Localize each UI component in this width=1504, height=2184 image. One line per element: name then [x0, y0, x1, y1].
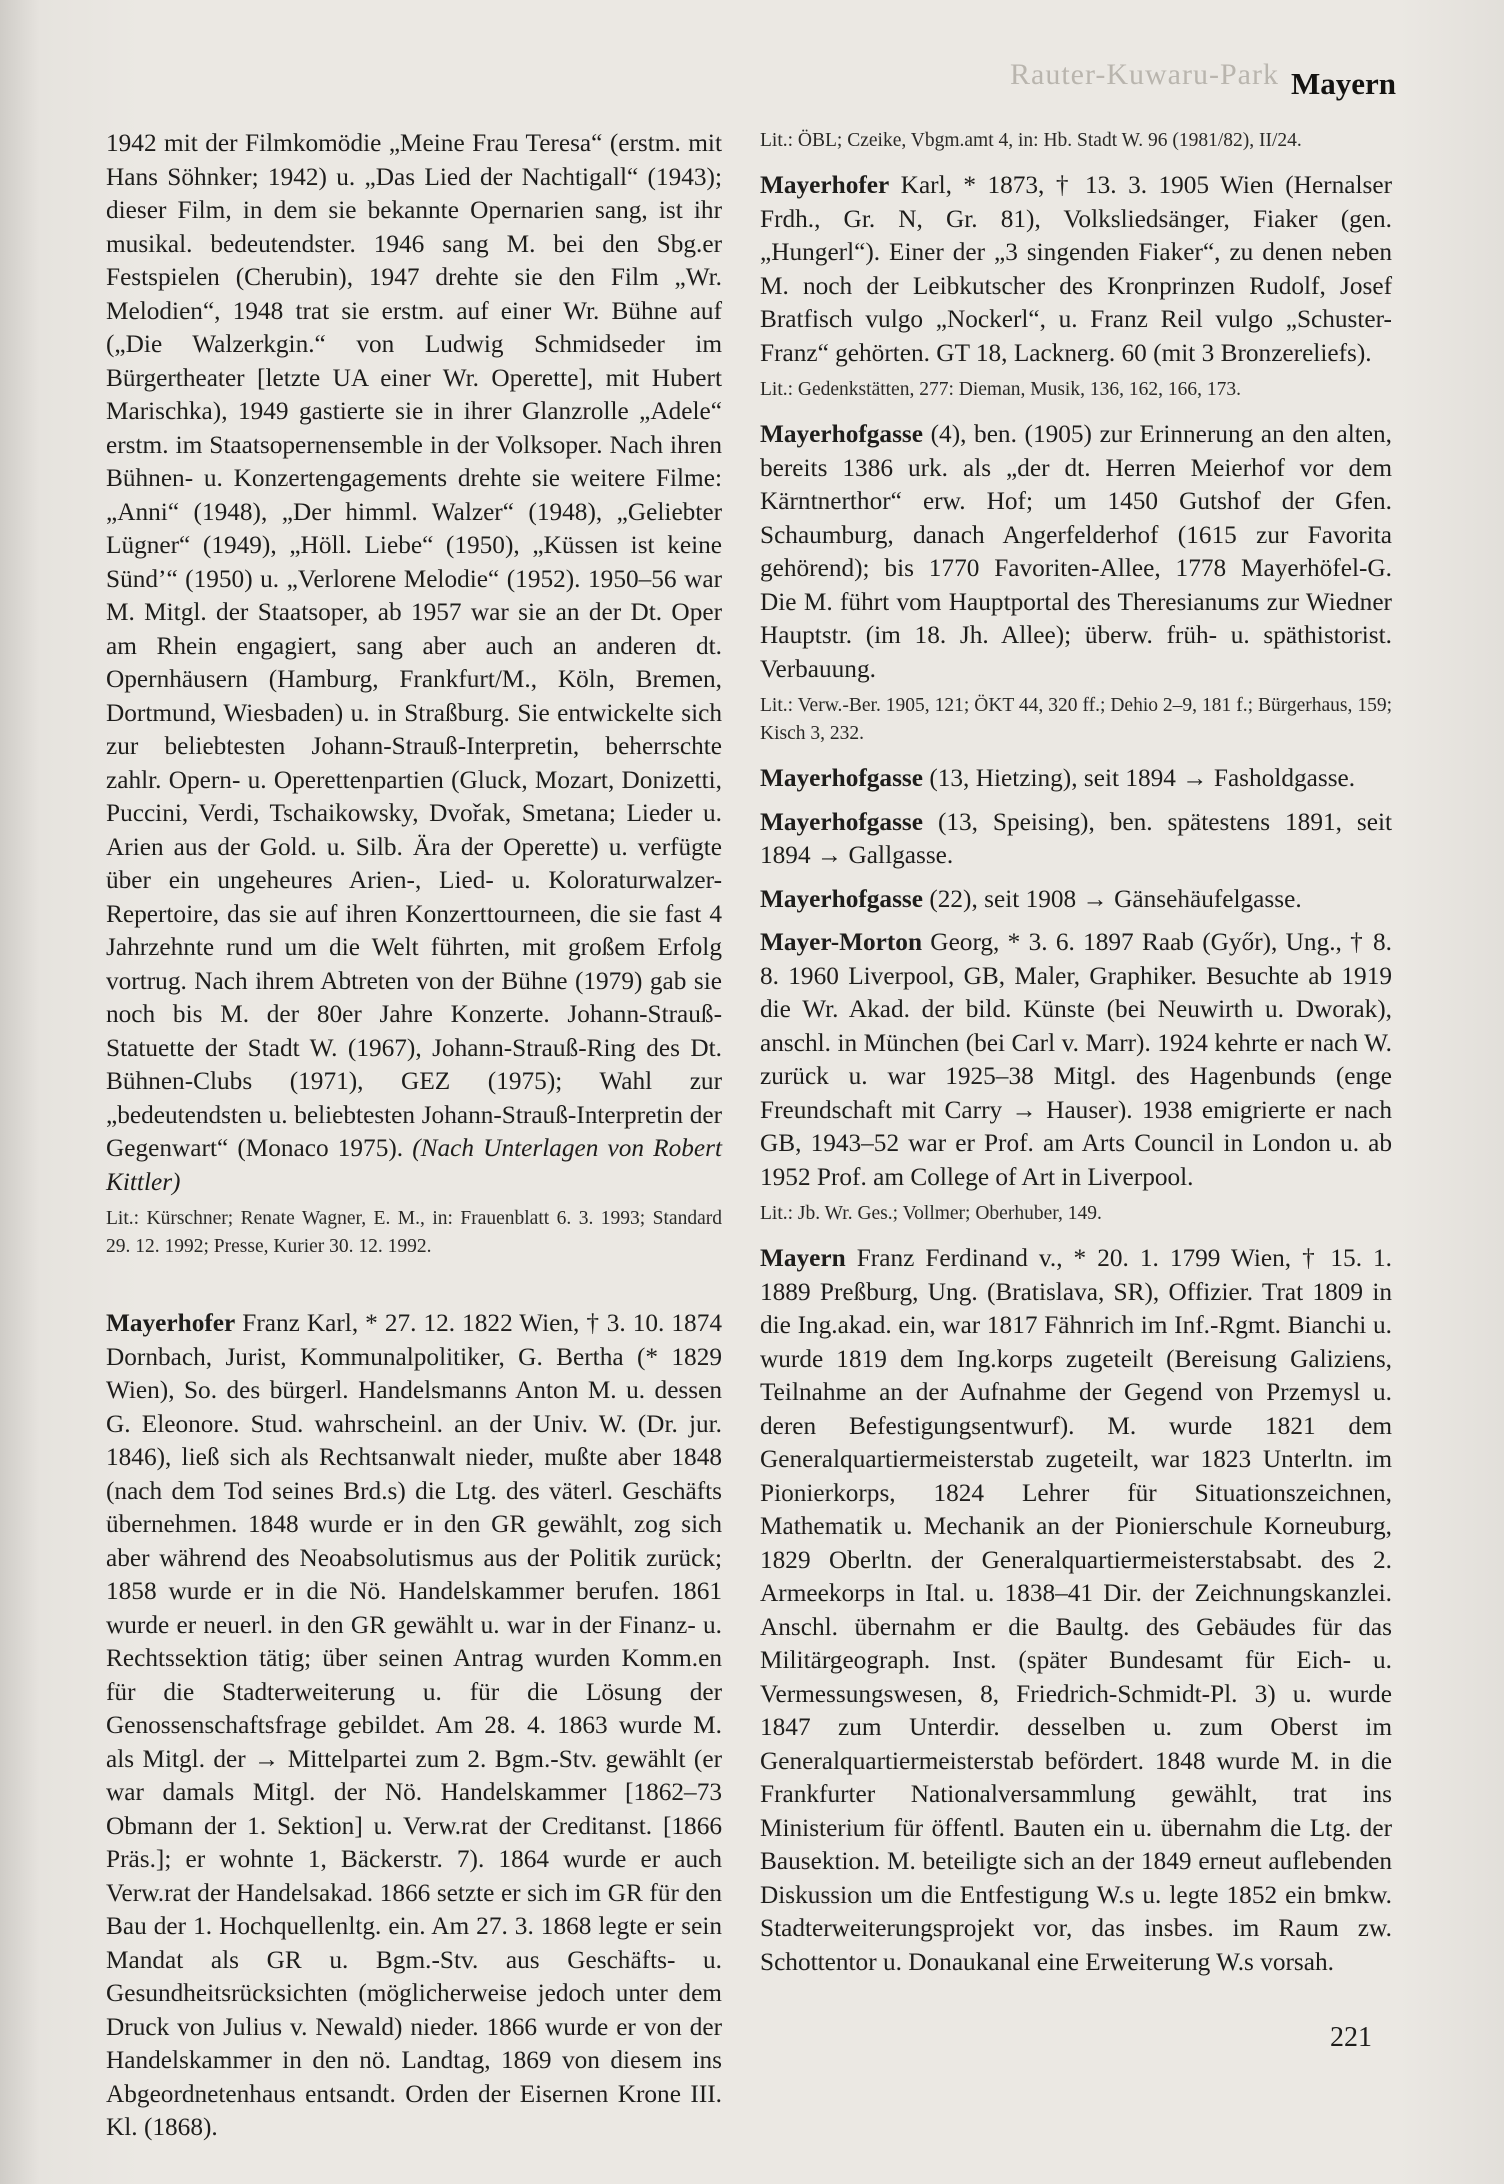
entry-mayerhofgasse-13-speising [760, 806, 1392, 873]
right-column [760, 127, 1392, 1979]
page-number: 221 [1330, 2022, 1372, 2053]
left-column [106, 127, 722, 2145]
entry-mayerhofgasse-22 [760, 883, 1392, 917]
literature-note: Lit.: Verw.-Ber. 1905, 121; ÖKT 44, 320 ff.; Dehio 2–9, 181 f.; Bürgerhaus, 159; Kisch 3, 232. [760, 695, 1392, 744]
running-head: Mayern [1290, 66, 1396, 101]
literature-note: Lit.: Gedenkstätten, 277: Dieman, Musik, 136, 162, 166, 173. [760, 379, 1241, 400]
literature-note: Lit.: ÖBL; Czeike, Vbgm.amt 4, in: Hb. Stadt W. 96 (1981/82), II/24. [760, 130, 1302, 151]
entry-headword: Mayerhofer [106, 1309, 236, 1337]
entry-text: (22), seit 1908 → Gänsehäufelgasse. [929, 884, 1302, 913]
entry-text: (4), ben. (1905) zur Erinnerung an den alten, bereits 1386 urk. als „der dt. Herren Meierhof vor dem Kärntnerthor“ erw. Hof; um 1450 Gutshof der Gfen. Schaumburg, danach Angerfelderhof (1615 zur Favorita gehörend); bis 1770 Favoriten-Allee, 1778 Mayerhöfel-G. Die M. führt vom Hauptportal des Theresianums zur Wiedner Hauptstr. (im 18. Jh. Allee); überw. früh- u. späthistorist. Verbauung. [760, 420, 1393, 683]
entry-headword: Mayerhofgasse [760, 420, 923, 448]
entry-headword: Mayerhofgasse [760, 807, 923, 836]
entry-mayern [760, 1242, 1392, 1979]
literature-note: Lit.: Jb. Wr. Ges.; Vollmer; Oberhuber, 149. [760, 1203, 1102, 1224]
entry-text: (13, Speising), ben. spätestens 1891, seit 1894 → Gallgasse. [760, 807, 1392, 869]
entry-continuation [106, 127, 722, 1199]
entry-text: 1942 mit der Filmkomödie „Meine Frau Teresa“ (erstm. mit Hans Söhnker; 1942) u. „Das Lied der Nachtigall“ (1943); dieser Film, in dem sie bekannte Opernarien sang, ist ihr musikal. bedeutendster. 1946 sang M. bei den Sbg.er Festspielen (Cherubin), 1947 drehte sie den Film „Wr. Melodien“, 1948 trat sie erstm. auf einer Wr. Bühne auf („Die Walzerkgin.“ von Ludwig Schmidseder im Bürgertheater [letzte UA einer Wr. Operette], mit Hubert Marischka), 1949 gastierte sie in ihrer Glanzrolle „Adele“ erstm. im Staatsopernensemble in der Volksoper. Nach ihren Bühnen- u. Konzertengagements drehte sie weitere Filme: „Anni“ (1948), „Der himml. Walzer“ (1948), „Geliebter Lügner“ (1949), „Höll. Liebe“ (1950), „Küssen ist keine Sünd’“ (1950) u. „Verlorene Melodie“ (1952). 1950–56 war M. Mitgl. der Staatsoper, ab 1957 war sie an der Dt. Oper am Rhein engagiert, sang aber auch an anderen dt. Opernhäusern (Hamburg, Frankfurt/M., Köln, Bremen, Dortmund, Wiesbaden) u. in Straßburg. Sie entwickelte sich zur beliebtesten Johann-Strauß-Interpretin, beherrschte zahlr. Opern- u. Operettenpartien (Gluck, Mozart, Donizetti, Puccini, Verdi, Tschaikowsky, Dvořak, Smetana; Lieder u. Arien aus der Gold. u. Silb. Ära der Operette) u. verfügte über ein ungeheures Arien-, Lied- u. Koloraturwalzer-Repertoire, das sie auf ihren Konzerttourneen, die sie fast 4 Jahrzehnte rund um die Welt führten, mit großem Erfolg vortrug. Nach ihrem Abtreten von der Bühne (1979) gab sie noch bis M. der 80er Jahre Konzerte. Johann-Strauß-Statuette der Stadt W. (1967), Johann-Strauß-Ring des Dt. Bühnen-Clubs (1971), GEZ (1975); Wahl zur „bedeutendsten u. beliebtesten Johann-Strauß-Interpretin der Gegenwart“ (Monaco 1975). [106, 129, 722, 1162]
entry-headword: Mayerhofer [760, 171, 890, 199]
entry-mayerhofer-karl [760, 169, 1392, 370]
entry-headword: Mayern [760, 1244, 846, 1272]
entry-text: Franz Karl, * 27. 12. 1822 Wien, † 3. 10. 1874 Dornbach, Jurist, Kommunalpolitiker, G. Bertha (* 1829 Wien), So. des bürgerl. Handelsmanns Anton M. u. dessen G. Eleonore. Stud. wahrscheinl. an der Univ. W. (Dr. jur. 1846), ließ sich als Rechtsanwalt nieder, mußte aber 1848 (nach dem Tod seines Brd.s) die Ltg. des väterl. Geschäfts übernehmen. 1848 wurde er in den GR gewählt, zog sich aber während des Neoabsolutismus aus der Politik zurück; 1858 wurde er in die Nö. Handelskammer berufen. 1861 wurde er neuerl. in den GR gewählt u. war in der Finanz- u. Rechtssektion tätig; über seinen Antrag wurden Komm.en für die Stadterweiterung u. für die Lösung der Genossenschaftsfrage gebildet. Am 28. 4. 1863 wurde M. als Mitgl. der → Mittelpartei zum 2. Bgm.-Stv. gewählt (er war damals Mitgl. der Nö. Handelskammer [1862–73 Obmann der 1. Sektion] u. Verw.rat der Creditanst. [1866 Präs.]; er wohnte 1, Bäckerstr. 7). 1864 wurde er auch Verw.rat der Handelsakad. 1866 setzte er sich im GR für den Bau der 1. Hochquellenltg. ein. Am 27. 3. 1868 legte er sein Mandat als GR u. Bgm.-Stv. aus Geschäfts- u. Gesundheitsrücksichten (möglicherweise jedoch unter dem Druck von Julius v. Newald) nieder. 1866 wurde er von der Handelskammer in den nö. Landtag, 1869 von diesem ins Abgeordnetenhaus entsandt. Orden der Eisernen Krone III. Kl. (1868). [106, 1309, 722, 2141]
entry-source-note: (Nach Unterlagen von Robert Kittler) [106, 1134, 723, 1196]
entry-text: Georg, * 3. 6. 1897 Raab (Győr), Ung., † 8. 8. 1960 Liverpool, GB, Maler, Graphiker. Besuchte ab 1919 die Wr. Akad. der bild. Künste (bei Neuwirth u. Dworak), anschl. in München (bei Carl v. Marr). 1924 kehrte er nach W. zurück u. war 1925–38 Mitgl. des Hagenbunds (enge Freundschaft mit Carry → Hauser). 1938 emigrierte er nach GB, 1943–52 war er Prof. am Arts Council in London u. ab 1952 Prof. am College of Art in Liverpool. [760, 928, 1392, 1191]
bleed-through-text: Rauter-Kuwaru-Park [1010, 58, 1279, 91]
entry-text: (13, Hietzing), seit 1894 → Fasholdgasse. [929, 764, 1356, 792]
entry-mayerhofgasse-4 [760, 418, 1392, 686]
entry-mayerhofer-franz-karl [106, 1307, 722, 2145]
entry-headword: Mayer-Morton [760, 928, 923, 956]
entry-headword: Mayerhofgasse [760, 764, 923, 792]
entry-headword: Mayerhofgasse [760, 884, 923, 913]
entry-mayerhofgasse-13-hietzing [760, 762, 1392, 796]
entry-text: Karl, * 1873, † 13. 3. 1905 Wien (Hernalser Frdh., Gr. N, Gr. 81), Volksliedsänger, Fiaker (gen. „Hungerl“). Einer der „3 singenden Fiaker“, zu denen neben M. noch der Leibkutscher des Kronprinzen Rudolf, Josef Bratfisch vulgo „Nockerl“, u. Franz Reil vulgo „Schuster-Franz“ gehörten. GT 18, Lacknerg. 60 (mit 3 Bronzereliefs). [760, 171, 1392, 367]
entry-text: Franz Ferdinand v., * 20. 1. 1799 Wien, † 15. 1. 1889 Preßburg, Ung. (Bratislava, SR), Offizier. Trat 1809 in die Ing.akad. ein, war 1817 Fähnrich im Inf.-Rgmt. Bianchi u. wurde 1819 dem Ing.korps zugeteilt (Bereisung Galiziens, Teilnahme an der Aufnahme der Gegend von Przemysl u. deren Befestigungsentwurf). M. wurde 1821 dem Generalquartiermeisterstab zugeteilt, war 1823 Unterltn. im Pionierkorps, 1824 Lehrer für Situationszeichnen, Mathematik u. Mechanik an der Pionierschule Korneuburg, 1829 Oberltn. der Generalquartiermeisterstabsabt. des 2. Armeekorps in Ital. u. 1838–41 Dir. der Zeichnungskanzlei. Anschl. übernahm er die Baultg. des Gebäudes für das Militärgeograph. Inst. (später Bundesamt für Eich- u. Vermessungswesen, 8, Friedrich-Schmidt-Pl. 3) u. wurde 1847 zum Unterdir. desselben u. zum Oberst im Generalquartiermeisterstab befördert. 1848 wurde M. in die Frankfurter Nationalversammlung gewählt, trat ins Ministerium für öffentl. Bauten ein u. übernahm die Ltg. der Bausektion. M. beteiligte sich an der 1849 erneut auflebenden Diskussion um die Entfestigung W.s u. legte 1852 ein bmkw. Stadterweiterungsprojekt vor, das insbes. im Raum zw. Schottentor u. Donaukanal eine Erweiterung W.s vorsah. [760, 1244, 1393, 1976]
literature-note: Lit.: Kürschner; Renate Wagner, E. M., in: Frauenblatt 6. 3. 1993; Standard 29. 12. 1992; Presse, Kurier 30. 12. 1992. [106, 1208, 722, 1257]
entry-mayer-morton [760, 926, 1392, 1194]
